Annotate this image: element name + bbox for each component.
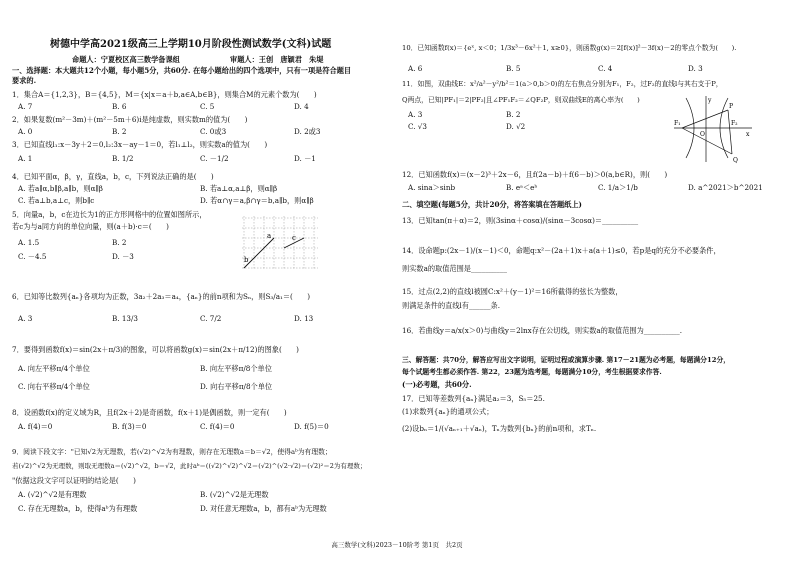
q12-option-b: B. eᵃ＜eᵇ (506, 183, 538, 192)
section3-line-2: 每个试题考生都必须作答. 第22，23题为选考题，每题满分10分，考生根据要求作答. (402, 368, 662, 376)
q4-option-c: C. 若a⊥b,a⊥c，则b∥c (18, 196, 95, 205)
q9-option-c: C. 存在无理数a，b，使得aᵇ为有理数 (18, 504, 138, 513)
q8-option-c: C. f(4)＝0 (200, 422, 235, 431)
q12-option-c: C. 1/a＞1/b (598, 183, 638, 192)
section3-line-1: 三、解答题：共70分，解答应写出文字说明，证明过程或演算步骤. 第17－21题为必考题，每题满分12分， (402, 356, 731, 364)
q2-option-c: C. 0或3 (200, 127, 227, 136)
q14-line-2: 则实数a的取值范围是__________ (402, 264, 507, 273)
q9-option-b: B. (√2)^√2是无理数 (200, 490, 269, 499)
q9-option-d: D. 对任意无理数a，b，都有aᵇ为无理数 (200, 504, 327, 513)
q11-line-1: 11．如图，双曲线E：x²/a²－y²/b²＝1(a＞0,b＞0)的左右焦点分别为F₁，F₂，过F₂的直线l与其右支于P， (402, 80, 723, 88)
q10-option-c: C. 4 (598, 64, 613, 73)
q2-option-a: A. 0 (18, 127, 33, 136)
q9-line-3: "依据这段文字可以证明的结论是( ) (12, 476, 136, 485)
exam-title: 树德中学高2021级高三上学期10月阶段性测试数学(文科)试题 (50, 39, 332, 50)
q11-option-a: A. 3 (408, 110, 423, 119)
q3-stem: 3．已知直线l₁:x－3y＋2＝0,l₂:3x－ay－1＝0，若l₁⊥l₂，则实数a的值为( ) (12, 140, 268, 149)
q6-option-d: D. 13 (294, 314, 314, 323)
line-l (728, 110, 732, 154)
q4-stem: 4．已知平面α，β，γ，直线a，b，c，下列说法正确的是( ) (12, 172, 214, 181)
q7-option-d: D. 向右平移π/8个单位 (200, 382, 273, 391)
page-footer: 高三数学(文科)2023－10阶考 第1页 共2页 (331, 541, 463, 549)
q3-option-a: A. 1 (18, 154, 33, 163)
q7-option-c: C. 向右平移π/4个单位 (18, 382, 90, 391)
q10-option-a: A. 6 (408, 64, 423, 73)
q17-line-1: 17．已知等差数列{aₙ}满足a₂＝3，S₅＝25. (402, 394, 545, 403)
q2-option-b: B. 2 (112, 127, 127, 136)
point-q-label: Q (733, 157, 738, 164)
reviewers: 审题人：王创 唐颖君 朱堤 (230, 55, 324, 64)
q17-line-3: (2)设bₙ＝1/(√aₙ₊₁＋√aₙ)，Tₙ为数列{bₙ}的前n项和，求Tₙ. (402, 424, 597, 433)
vector-b-label: b (244, 256, 249, 264)
q9-line-2: 若(√2)^√2为无理数，则取无理数a＝(√2)^√2，b＝√2，此时aᵇ＝((√2)^√2)^√2＝(√2)^(√2·√2)＝(√2)²＝2为有理数； (12, 462, 367, 470)
section1-heading-2: 要求的. (12, 76, 37, 85)
vector-a-label: a (267, 232, 272, 240)
point-f2-label: F₂ (731, 120, 738, 127)
q1-option-d: D. 4 (294, 102, 309, 111)
q9-line-1: 9．阅读下段文字："已知√2为无理数，若(√2)^√2为有理数，则存在无理数a＝b＝√2，使得aᵇ为有理数； (12, 448, 332, 456)
q11-option-d: D. √2 (506, 122, 526, 131)
q12-option-d: D. a^2021＞b^2021 (688, 183, 763, 192)
q4-option-a: A. 若a∥α,b∥β,a∥b，则α∥β (18, 184, 103, 193)
q10-stem: 10．已知函数f(x)＝{eˣ, x＜0；1/3x³－6x²＋1, x≥0}，则函数g(x)＝2[f(x)]²－3f(x)－2的零点个数为( ). (402, 44, 737, 52)
q7-option-a: A. 向左平移π/4个单位 (18, 364, 90, 373)
x-axis-label: x (746, 131, 750, 138)
q8-stem: 8．设函数f(x)的定义域为R，且f(2x＋2)是奇函数，f(x＋1)是偶函数，则一定有( ) (12, 408, 287, 417)
q12-option-a: A. sina＞sinb (408, 183, 456, 192)
point-p-label: P (729, 103, 734, 110)
q11-option-b: B. 2 (506, 110, 521, 119)
q5-option-c: C. －4.5 (18, 252, 47, 261)
q2-stem: 2．如果复数(m²－3m)＋(m²－5m＋6)i是纯虚数，则实数m的值为( ) (12, 115, 248, 124)
q8-option-a: A. f(4)＝0 (18, 422, 53, 431)
q10-option-b: B. 5 (506, 64, 521, 73)
q8-option-b: B. f(3)＝0 (112, 422, 147, 431)
section2-heading: 二、填空题(每题5分，共计20分，将答案填在答题纸上) (402, 200, 582, 209)
q6-option-c: C. 7/2 (200, 314, 222, 323)
q10-option-d: D. 3 (688, 64, 703, 73)
q5-option-a: A. 1.5 (18, 238, 40, 247)
q6-stem: 6．已知等比数列{aₙ}各项均为正数，3a₂＋2a₃＝a₄，{aₙ}的前n项和为Sₙ，则S₃/a₁＝( ) (12, 292, 311, 301)
origin-label: O (700, 131, 705, 138)
grid-lines (242, 216, 318, 270)
q15-line-2: 则满足条件的直线l有______条. (402, 301, 501, 310)
q5-option-b: B. 2 (112, 238, 127, 247)
q1-option-c: C. 5 (200, 102, 215, 111)
q11-hyperbola-figure (672, 94, 754, 164)
q6-option-a: A. 3 (18, 314, 33, 323)
setters: 命题人：宁夏校区高三数学备课组 (72, 55, 180, 64)
q7-option-b: B. 向左平移π/8个单位 (200, 364, 272, 373)
q5-stem: 5．向量a，b，c在边长为1的正方形网格中的位置如图所示， (12, 210, 207, 219)
q4-option-d: D. 若α∩γ＝a,β∩γ＝b,a∥b，则α∥β (200, 196, 314, 205)
point-f1-label: F₁ (674, 120, 681, 127)
q14-line-1: 14．设命题p:(2x－1)/(x－1)＜0，命题q:x²－(2a＋1)x＋a(a＋1)≤0，若p是q的充分不必要条件， (402, 246, 721, 255)
q17-line-2: (1)求数列{aₙ}的通项公式； (402, 407, 494, 416)
q15-line-1: 15．过点(2,2)的直线l被圆C:x²＋(y－1)²＝16所截得的弦长为整数， (402, 287, 623, 296)
q13-stem: 13．已知tan(π＋α)＝2，则(3sinα＋cosα)/(sinα－3cosα)＝__________ (402, 216, 639, 225)
q1-option-b: B. 6 (112, 102, 127, 111)
q1-stem: 1．集合A＝{1,2,3}，B＝{4,5}，M＝{x|x＝a＋b,a∈A,b∈B}，则集合M的元素个数为( ) (12, 90, 317, 99)
q7-stem: 7．要得到函数f(x)＝sin(2x＋π/3)的图象，可以将函数g(x)＝sin(2x＋π/12)的图象( ) (12, 345, 299, 354)
section1-heading: 一、选择题：本大题共12个小题，每小题5分，共60分. 在每小题给出的四个选项中，只有一项是符合题目 (12, 66, 352, 75)
segment-f1-p (682, 110, 728, 128)
q3-option-d: D. －1 (294, 154, 316, 163)
section3-sub: (一)必考题，共60分. (402, 380, 472, 389)
q1-option-a: A. 7 (18, 102, 33, 111)
vector-c-label: c (292, 234, 296, 242)
q3-option-c: C. －1/2 (200, 154, 229, 163)
q5-option-d: D. －3 (112, 252, 134, 261)
q12-stem: 12．已知函数f(x)＝(x－2)³＋2x－6，且f(2a－b)＋f(6－b)＞0(a,b∈R)，则( ) (402, 170, 668, 179)
q8-option-d: D. f(5)＝0 (294, 422, 329, 431)
q5-stem-2: 若c为与a同方向的单位向量，则(a＋b)·c＝( ) (12, 222, 169, 231)
y-axis-label: y (708, 97, 712, 104)
q3-option-b: B. 1/2 (112, 154, 134, 163)
q9-option-a: A. (√2)^√2是有理数 (18, 490, 87, 499)
q11-option-c: C. √3 (408, 122, 427, 131)
q4-option-b: B. 若a⊥α,a⊥β，则α∥β (200, 184, 278, 193)
q5-vector-grid-figure (240, 214, 320, 272)
q16-stem: 16．若曲线y＝a/x(x＞0)与曲线y＝2lnx存在公切线，则实数a的取值范围为__________. (402, 326, 683, 335)
q11-line-2: Q两点，已知|PF₁|＝2|PF₂|且∠PF₁F₂＝∠QF₂P，则双曲线E的离心率为( ) (402, 96, 640, 104)
q2-option-d: D. 2或3 (294, 127, 321, 136)
q6-option-b: B. 13/3 (112, 314, 138, 323)
